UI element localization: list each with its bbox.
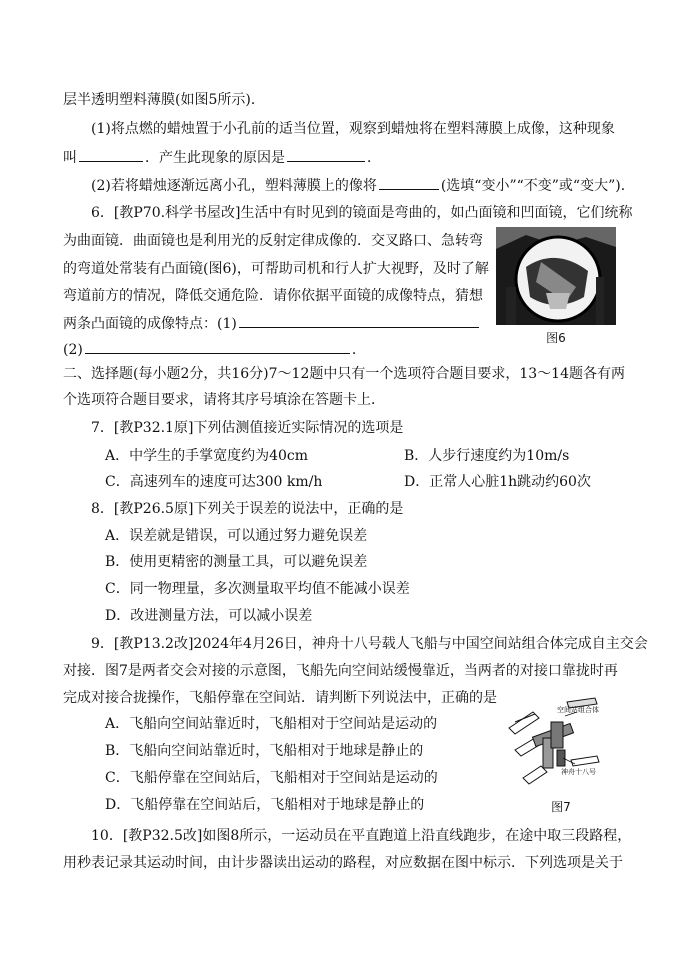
figure-6-caption: 图6	[546, 331, 566, 345]
text-line: 对接．图7是两者交会对接的示意图，飞船先向空间站缓慢靠近，当两者的对接口靠拢时再	[63, 663, 618, 679]
question-6-stem: 6．[教P70.科学书屋改]生活中有时见到的镜面是弯曲的，如凸面镜和凹面镜，它们统称	[91, 205, 633, 221]
option-a[interactable]: A．中学生的手掌宽度约为40cm	[105, 448, 309, 464]
answer-blank[interactable]	[239, 313, 479, 328]
option-a[interactable]: A．误差就是错误，可以通过努力避免误差	[105, 528, 368, 544]
option-b[interactable]: B．飞船向空间站靠近时，飞船相对于地球是静止的	[105, 743, 424, 759]
figure-7-space-station	[505, 694, 615, 794]
question-7-stem: 7．[教P32.1原]下列估测值接近实际情况的选项是	[91, 420, 404, 436]
answer-blank[interactable]	[85, 339, 350, 354]
option-d[interactable]: D．改进测量方法，可以减小误差	[105, 608, 313, 624]
text-line: 完成对接合拢操作，飞船停靠在空间站．请判断下列说法中，正确的是	[63, 690, 497, 706]
option-b[interactable]: B．人步行速度约为10m/s	[404, 448, 570, 464]
figure-7-station-label: 空间站组合体	[557, 706, 599, 714]
text-line: 用秒表记录其运动时间，由计步器读出运动的路程，对应数据在图中标示．下列选项是关于	[63, 855, 623, 871]
option-c[interactable]: C．高速列车的速度可达300 km/h	[105, 474, 323, 490]
answer-blank[interactable]	[287, 147, 365, 162]
answer-blank[interactable]	[79, 147, 143, 162]
section-2-heading: 二、选择题(每小题2分，共16分)7～12题中只有一个选项符合题目要求，13～14题各有两	[63, 366, 625, 382]
text-line: 层半透明塑料薄膜(如图5所示)．	[63, 92, 265, 108]
figure-7-caption: 图7	[551, 800, 571, 814]
text-line: (1)将点燃的蜡烛置于小孔前的适当位置，观察到蜡烛将在塑料薄膜上成像，这种现象	[91, 121, 615, 137]
text-line: 两条凸面镜的成像特点：(1)	[63, 313, 628, 334]
text-line: 叫 ．产生此现象的原因是 ．	[63, 147, 628, 168]
text-line: 弯道前方的情况，降低交通危险．请你依据平面镜的成像特点，猜想	[63, 288, 483, 304]
question-10-stem: 10．[教P32.5改]如图8所示，一运动员在平直跑道上沿直线跑步，在途中取三段路程，	[91, 828, 632, 844]
text-line: 个选项符合题目要求，请将其序号填涂在答题卡上．	[63, 392, 385, 408]
text-line: (2) ．	[63, 339, 628, 360]
option-d[interactable]: D．飞船停靠在空间站后，飞船相对于地球是静止的	[105, 797, 425, 813]
text-line: 为曲面镜．曲面镜也是利用光的反射定律成像的．交叉路口、急转弯	[63, 233, 483, 249]
question-9-stem: 9．[教P13.2改]2024年4月26日，神舟十八号载人飞船与中国空间站组合体完成自主交会	[91, 636, 648, 652]
option-a[interactable]: A．飞船向空间站靠近时，飞船相对于空间站是运动的	[105, 716, 438, 732]
answer-blank[interactable]	[379, 175, 439, 190]
option-c[interactable]: C．同一物理量，多次测量取平均值不能减小误差	[105, 581, 410, 597]
option-b[interactable]: B．使用更精密的测量工具，可以避免误差	[105, 554, 368, 570]
text-line: 的弯道处常装有凸面镜(图6)，可帮助司机和行人扩大视野，及时了解	[63, 261, 489, 277]
text-line: (2)若将蜡烛逐渐远离小孔，塑料薄膜上的像将 (选填“变小”“不变”或“变大”)．	[91, 175, 628, 196]
option-c[interactable]: C．飞船停靠在空间站后，飞船相对于空间站是运动的	[105, 770, 438, 786]
option-d[interactable]: D．正常人心脏1h跳动约60次	[404, 474, 591, 490]
figure-7-ship-label: 神舟十八号	[561, 768, 596, 776]
figure-6-convex-mirror	[496, 227, 616, 325]
question-8-stem: 8．[教P26.5原]下列关于误差的说法中，正确的是	[91, 501, 404, 517]
